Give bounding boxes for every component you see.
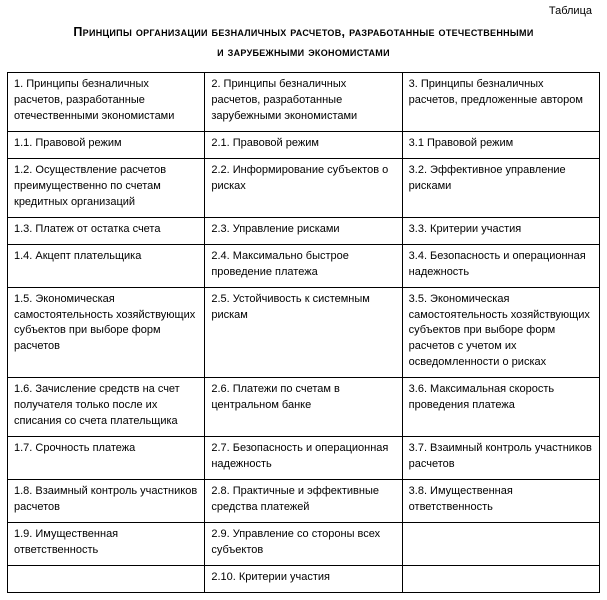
table-row [8,565,600,592]
table-caption-label: Таблица [548,5,592,17]
table-cell [402,522,599,565]
table-header-cell: 3. Принципы безналичных расчетов, предложенные автором [402,73,599,132]
table-cell: 1.1. Правовой режим [8,132,205,159]
table-header-cell: 2. Принципы безналичных расчетов, разработанные зарубежными экономистами [205,73,402,132]
table-cell: 2.4. Максимально быстрое проведение платежа [205,244,402,287]
table-row [8,217,600,244]
principles-table [7,72,600,592]
table-cell: 1.8. Взаимный контроль участников расчетов [8,479,205,522]
table-cell: 3.3. Критерии участия [402,217,599,244]
table-cell [8,565,205,592]
table-cell: 3.1 Правовой режим [402,132,599,159]
table-cell: 2.1. Правовой режим [205,132,402,159]
table-cell: 3.7. Взаимный контроль участников расчетов [402,437,599,480]
table-row [8,132,600,159]
table-header-cell: 1. Принципы безналичных расчетов, разработанные отечественными экономистами [8,73,205,132]
table-cell: 1.7. Срочность платежа [8,437,205,480]
table-cell: 3.2. Эффективное управление рисками [402,158,599,217]
table-row [8,378,600,437]
table-row [8,522,600,565]
table-cell: 1.5. Экономическая самостоятельность хозяйствующих субъектов при выборе форм расчетов [8,287,205,378]
table-title-line2: и зарубежными экономистами [217,45,390,60]
table-cell: 3.4. Безопасность и операционная надежность [402,244,599,287]
table-cell: 2.8. Практичные и эффективные средства платежей [205,479,402,522]
table-cell: 3.8. Имущественная ответственность [402,479,599,522]
table-row [8,244,600,287]
table-cell: 2.3. Управление рисками [205,217,402,244]
table-cell: 1.9. Имущественная ответственность [8,522,205,565]
table-header-row [8,73,600,132]
table-title [7,22,600,62]
table-cell [402,565,599,592]
table-cell: 2.10. Критерии участия [205,565,402,592]
table-cell: 2.5. Устойчивость к системным рискам [205,287,402,378]
table-cell: 2.7. Безопасность и операционная надежность [205,437,402,480]
table-cell: 1.2. Осуществление расчетов преимущественно по счетам кредитных организаций [8,158,205,217]
table-cell: 2.6. Платежи по счетам в центральном банке [205,378,402,437]
table-row [8,437,600,480]
table-cell: 3.6. Максимальная скорость проведения платежа [402,378,599,437]
table-cell: 3.5. Экономическая самостоятельность хозяйствующих субъектов при выборе форм расчетов с учетом их осведомленности о рисках [402,287,599,378]
table-row [8,287,600,378]
table-row [8,158,600,217]
table-cell: 1.3. Платеж от остатка счета [8,217,205,244]
table-row [8,479,600,522]
table-cell: 1.4. Акцепт плательщика [8,244,205,287]
table-cell: 1.6. Зачисление средств на счет получателя только после их списания со счета плательщика [8,378,205,437]
table-cell: 2.2. Информирование субъектов о рисках [205,158,402,217]
table-cell: 2.9. Управление со стороны всех субъектов [205,522,402,565]
table-title-line1: Принципы организации безналичных расчетов, разработанные отечественными [73,25,534,40]
